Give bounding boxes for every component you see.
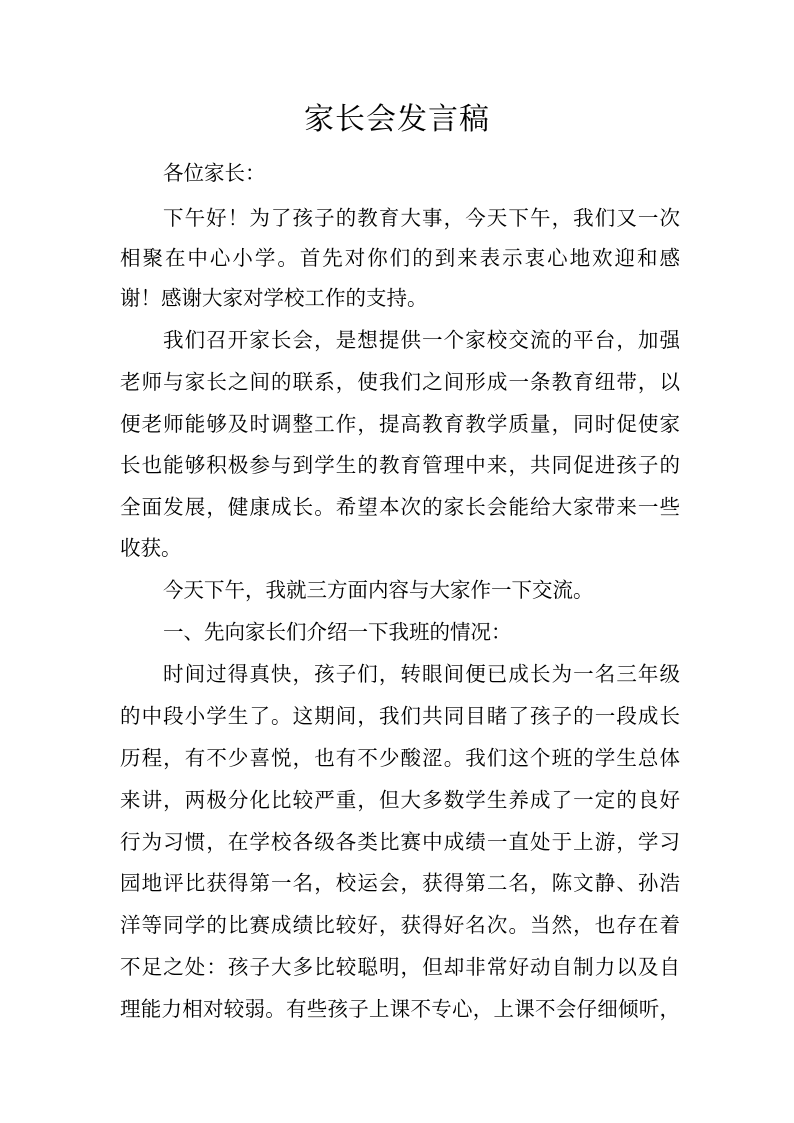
- document-title: 家长会发言稿: [304, 102, 490, 137]
- text-line: 来讲，两极分化比较严重，但大多数学生养成了一定的良好: [120, 788, 680, 812]
- text-line: 全面发展，健康成长。希望本次的家长会能给大家带来一些: [120, 495, 680, 519]
- text-line: 便老师能够及时调整工作，提高教育教学质量，同时促使家: [120, 412, 680, 436]
- text-line: 行为习惯，在学校各级各类比赛中成绩一直处于上游，学习: [120, 830, 680, 854]
- text-line: 历程，有不少喜悦，也有不少酸涩。我们这个班的学生总体: [120, 746, 680, 770]
- text-line: 谢！感谢大家对学校工作的支持。: [120, 286, 428, 310]
- text-line: 园地评比获得第一名，校运会，获得第二名，陈文静、孙浩: [120, 871, 680, 895]
- text-line: 洋等同学的比赛成绩比较好，获得好名次。当然，也存在着: [120, 913, 680, 937]
- text-line: 理能力相对较弱。有些孩子上课不专心，上课不会仔细倾听，: [120, 997, 680, 1021]
- salutation: 各位家长：: [163, 161, 266, 185]
- text-line: 不足之处：孩子大多比较聪明，但却非常好动自制力以及自: [120, 955, 680, 979]
- text-line: 收获。: [120, 536, 182, 560]
- text-line: 长也能够积极参与到学生的教育管理中来，共同促进孩子的: [120, 453, 680, 477]
- text-line: 老师与家长之间的联系，使我们之间形成一条教育纽带，以: [120, 370, 680, 394]
- text-line: 相聚在中心小学。首先对你们的到来表示衷心地欢迎和感: [120, 246, 680, 270]
- section-heading: 一、先向家长们介绍一下我班的情况：: [163, 620, 512, 644]
- text-line: 我们召开家长会，是想提供一个家校交流的平台，加强: [163, 328, 680, 352]
- text-line: 今天下午，我就三方面内容与大家作一下交流。: [163, 578, 594, 602]
- text-line: 的中段小学生了。这期间，我们共同目睹了孩子的一段成长: [120, 704, 680, 728]
- text-line: 时间过得真快，孩子们，转眼间便已成长为一名三年级: [163, 662, 680, 686]
- text-line: 下午好！为了孩子的教育大事，今天下午，我们又一次: [163, 206, 680, 230]
